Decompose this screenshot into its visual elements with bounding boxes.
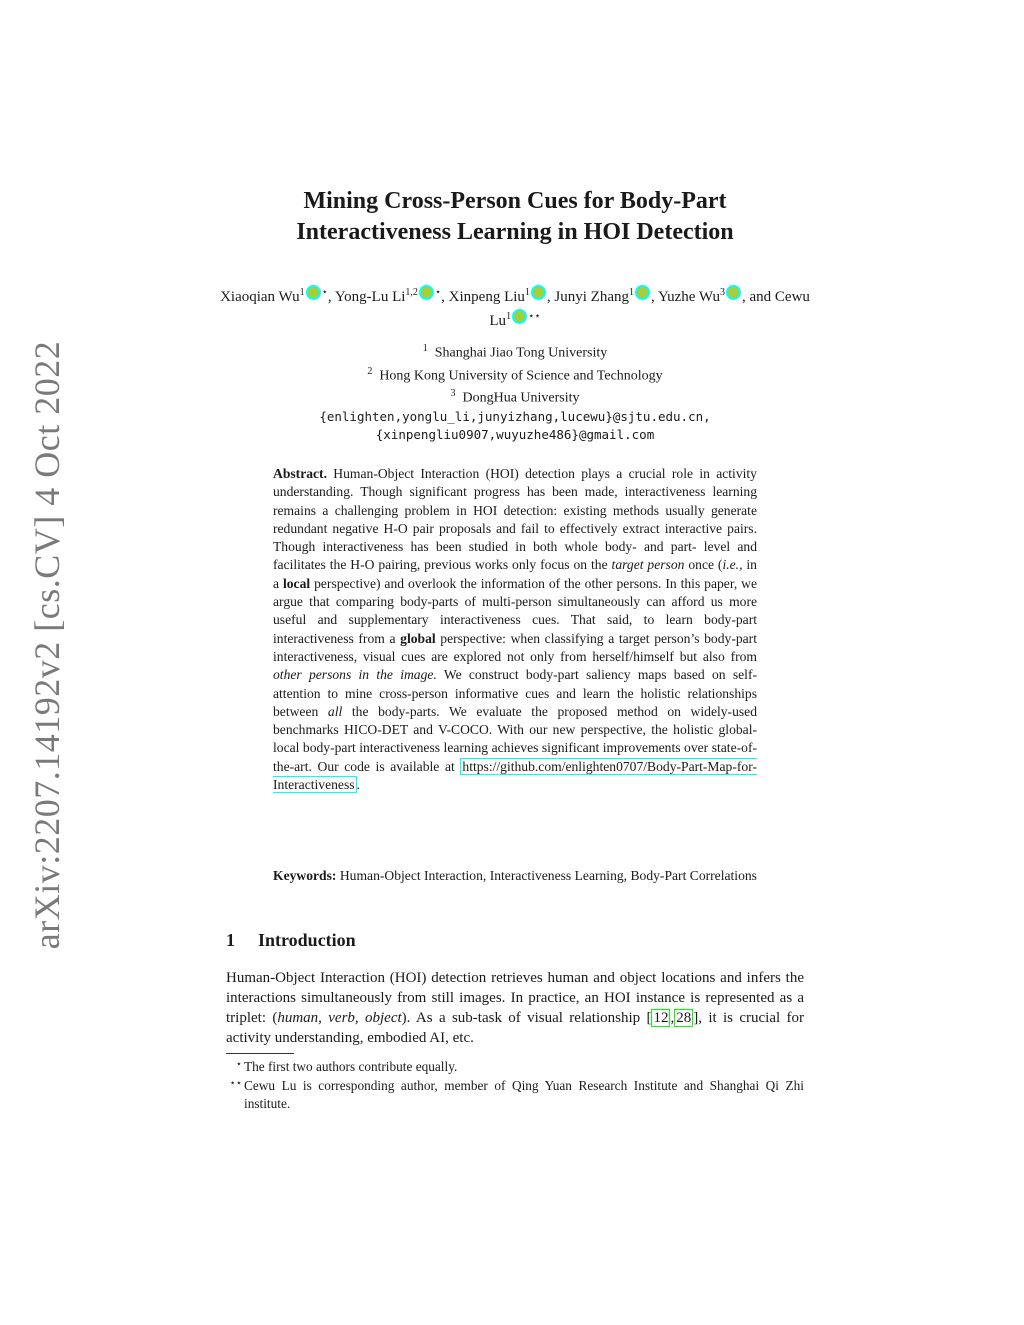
keywords (273, 867, 757, 885)
abstract-label: Abstract. (273, 466, 327, 481)
affiliation-name: DongHua University (462, 390, 580, 406)
affiliation-number: 1 (422, 343, 428, 354)
abstract-emphasis: i.e. (722, 557, 740, 573)
affiliation-name: Shanghai Jiao Tong University (434, 345, 608, 361)
author-name: Junyi Zhang (554, 289, 629, 305)
footnote-text: The first two authors contribute equally. (244, 1059, 458, 1074)
abstract-text: perspective) and overlook the information of the other persons. In this paper, we argue that comparing body-parts of multi-person simultaneously can afford us more useful and supplementary interactiveness cues. That said, to learn body-part interactiveness from a (273, 575, 757, 646)
footnotes (226, 1058, 804, 1114)
affiliation-number: 2 (367, 365, 373, 377)
footnote (226, 1077, 804, 1114)
section-title: Introduction (258, 930, 356, 950)
affiliation-number: 3 (450, 388, 456, 400)
citation-link[interactable]: 12 (653, 1010, 669, 1026)
footnote-rule (226, 1053, 294, 1054)
orcid-icon[interactable] (306, 285, 321, 300)
affiliation (210, 340, 820, 363)
orcid-icon[interactable] (419, 285, 434, 300)
author-name: Yuzhe Wu (657, 289, 720, 305)
author-separator: , (327, 289, 335, 305)
section-heading (226, 930, 356, 951)
footnote (226, 1058, 804, 1077)
abstract (273, 465, 757, 794)
intro-text: Human-Object Interaction (HOI) detection retrieves human and object locations and infers the interactions simultaneously from still images. In practice, an HOI instance is represented as a triplet: ( (226, 970, 804, 1026)
abstract-emphasis: other persons in the image. (273, 667, 437, 683)
keywords-text: Human-Object Interaction, Interactiveness Learning, Body-Part Correlations (339, 868, 757, 883)
author-name: Cewu Lu (489, 289, 810, 329)
section-number: 1 (226, 930, 235, 950)
orcid-icon[interactable] (635, 285, 650, 300)
footnote-text: Cewu Lu is corresponding author, member of Qing Yuan Research Institute and Shanghai Qi Zhi institute. (244, 1077, 804, 1111)
affiliations (210, 340, 820, 444)
email-line: {enlighten,yonglu_li,junyizhang,lucewu}@sjtu.edu.cn, (319, 408, 711, 424)
citation-link[interactable]: 28 (676, 1010, 692, 1026)
affiliation-name: Hong Kong University of Science and Technology (379, 368, 663, 384)
author-separator: , (546, 289, 555, 305)
abstract-text: perspective: when classifying a target person’s body-part interactiveness, visual cues are explored not only from herself/himself but also from (273, 630, 757, 664)
author-separator: , and (741, 289, 775, 305)
abstract-text: . (356, 777, 360, 793)
abstract-text: the body-parts. We evaluate the proposed method on widely-used benchmarks HICO-DET and V-COCO. With our new perspective, the holistic global-local body-part interactiveness learning achieves significant improvements over state-of-the-art. Our code is available at (273, 703, 757, 774)
abstract-text: We construct body-part saliency maps based on self-attention to mine cross-person informative cues and learn the holistic relationships between (273, 667, 757, 719)
author-affil: 1 (506, 311, 512, 322)
title-line: Mining Cross-Person Cues for Body-Part (303, 188, 727, 214)
author-name: Yong-Lu Li (334, 289, 406, 305)
abstract-bold: global (400, 630, 436, 646)
affiliation (210, 385, 820, 408)
abstract-text: once ( (684, 557, 723, 573)
author-mark: ⋆ (434, 287, 442, 298)
abstract-bold: local (282, 575, 311, 591)
author-separator: , (651, 289, 658, 305)
author-affil: 1,2 (405, 287, 418, 298)
affiliation (210, 363, 820, 386)
footnote-mark: ⋆⋆ (229, 1077, 242, 1089)
intro-emphasis: human, verb, object (277, 1010, 402, 1026)
abstract-text: Human-Object Interaction (HOI) detection plays a crucial role in activity understanding. Though significant progress has been made, interactiveness learning remains a challenging problem in HOI detection: existing methods usually generate redundant negative H-O pair proposals and fail to effectively extract interactive pairs. Though interactiveness has been studied in both whole body- and part- level and facilitates the H-O pairing, previous works only focus on the (273, 466, 757, 573)
code-link[interactable]: https://github.com/enlighten0707/Body-Part-Map-for-Interactiveness (273, 758, 757, 793)
author-mark: ⋆ (321, 287, 328, 298)
orcid-icon[interactable] (726, 285, 741, 300)
email-line: {xinpengliu0907,wuyuzhe486}@gmail.com (375, 426, 655, 442)
title-line: Interactiveness Learning in HOI Detection (296, 219, 734, 245)
author-mark: ⋆⋆ (528, 311, 541, 322)
author-name: Xinpeng Liu (448, 289, 525, 305)
footnote-mark: ⋆ (235, 1059, 242, 1070)
author-affil: 1 (299, 287, 305, 298)
author-list (210, 283, 820, 331)
arxiv-identifier: arXiv:2207.14192v2 [cs.CV] 4 Oct 2022 (27, 340, 67, 950)
keywords-label: Keywords: (273, 868, 337, 883)
abstract-emphasis: all (327, 703, 343, 719)
author-separator: , (441, 289, 449, 305)
author-affil: 1 (629, 287, 634, 298)
orcid-icon[interactable] (531, 285, 546, 300)
intro-text: ). As a sub-task of visual relationship (401, 1010, 647, 1026)
orcid-icon[interactable] (512, 309, 527, 324)
paper-title (200, 186, 830, 248)
author-name: Xiaoqian Wu (220, 289, 300, 305)
intro-paragraph: Human-Object Interaction (HOI) detection retrieves human and object locations and infers the interactions simultaneously from still images. In practice, an HOI instance is represented as a triplet: (human, verb, object). As a sub-task of visual relationship [ 12 , 28 ], it is crucial for activity understanding, embodied AI, etc. (226, 970, 804, 1046)
author-affil: 1 (524, 287, 530, 298)
intro-text: , it is crucial for activity understanding, embodied AI, etc. (226, 1010, 804, 1046)
author-affil: 3 (719, 287, 725, 298)
abstract-emphasis: target person (611, 557, 685, 573)
abstract-text: , in a (273, 557, 757, 591)
